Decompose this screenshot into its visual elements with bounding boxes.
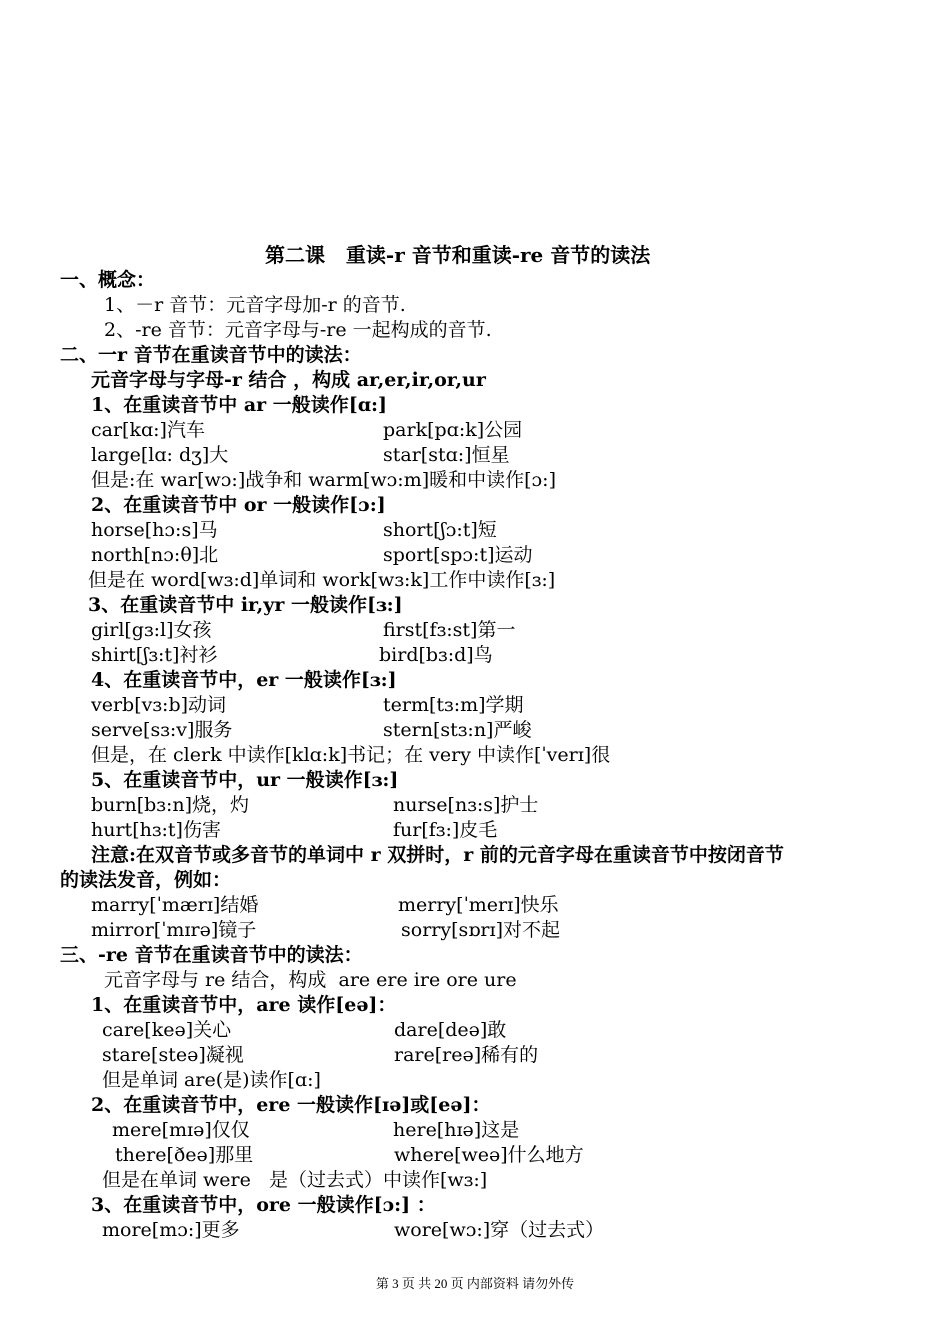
word-example: horse[hɔ:s]马	[91, 519, 218, 541]
concept-r-syllable: 1、－r 音节：元音字母加-r 的音节.	[104, 294, 406, 316]
word-example: stare[steə]凝视	[102, 1044, 244, 1066]
word-example: marry[ˈmærɪ]结婚	[91, 894, 259, 916]
word-example: verb[vɜ:b]动词	[91, 694, 227, 716]
word-example: first[fɜ:st]第一	[383, 619, 516, 641]
rule-ur-heading: 5、在重读音节中，ur 一般读作[ɜ:]	[91, 769, 399, 791]
word-example: north[nɔ:θ]北	[91, 544, 219, 566]
section-1-heading: 一、概念：	[60, 269, 156, 291]
word-example: girl[gɜ:l]女孩	[91, 619, 212, 641]
word-example: bird[bɜ:d]鸟	[379, 644, 493, 666]
section-2-heading: 二、一r 音节在重读音节中的读法：	[60, 344, 362, 366]
rule-ir-heading: 3、在重读音节中 ir,yr 一般读作[ɜ:]	[88, 594, 403, 616]
exception-note: 但是，在 clerk 中读作[klɑ:k]书记；在 very 中读作[ˈverɪ]很	[91, 744, 611, 766]
section-3-intro: 元音字母与 re 结合，构成 are ere ire ore ure	[104, 969, 517, 991]
word-example: care[keə]关心	[102, 1019, 232, 1041]
word-example: park[pɑ:k]公园	[383, 419, 523, 441]
word-example: here[hɪə]这是	[393, 1119, 520, 1141]
word-example: sorry[sɒrɪ]对不起	[401, 919, 560, 941]
word-example: car[kɑ:]汽车	[91, 419, 205, 441]
rule-are-heading: 1、在重读音节中，are 读作[eə]：	[91, 994, 397, 1016]
exception-note: 但是:在 war[wɔ:]战争和 warm[wɔ:m]暖和中读作[ɔ:]	[91, 469, 556, 491]
word-example: mirror[ˈmɪrə]镜子	[91, 919, 257, 941]
word-example: dare[deə]敢	[394, 1019, 507, 1041]
word-example: rare[reə]稀有的	[394, 1044, 539, 1066]
word-example: fur[fɜ:]皮毛	[393, 819, 498, 841]
exception-note: 但是单词 are(是)读作[ɑ:]	[102, 1069, 321, 1091]
lesson-title: 第二课 重读-r 音节和重读-re 音节的读法	[265, 243, 651, 267]
word-example: stern[stɜ:n]严峻	[383, 719, 532, 741]
rule-or-heading: 2、在重读音节中 or 一般读作[ɔ:]	[91, 494, 386, 516]
section-2-intro: 元音字母与字母-r 结合 ，构成 ar,er,ir,or,ur	[91, 369, 486, 391]
word-example: short[ʃɔ:t]短	[383, 519, 497, 541]
exception-note: 但是在单词 were 是（过去式）中读作[wɜ:]	[102, 1169, 488, 1191]
exception-note: 但是在 word[wɜ:d]单词和 work[wɜ:k]工作中读作[ɜ:]	[88, 569, 556, 591]
word-example: burn[bɜ:n]烧，灼	[91, 794, 250, 816]
word-example: large[lɑ: dʒ]大	[91, 444, 229, 466]
attention-note: 注意:在双音节或多音节的单词中 r 双拼时，r 前的元音字母在重读音节中按闭音节	[91, 844, 784, 866]
attention-note-continued: 的读法发音，例如：	[60, 869, 232, 891]
word-example: star[stɑ:]恒星	[383, 444, 510, 466]
word-example: where[weə]什么地方	[394, 1144, 584, 1166]
word-example: shirt[ʃɜ:t]衬衫	[91, 644, 218, 666]
word-example: sport[spɔ:t]运动	[383, 544, 533, 566]
word-example: nurse[nɜ:s]护士	[393, 794, 539, 816]
word-example: there[ðeə]那里	[115, 1144, 254, 1166]
word-example: serve[sɜ:v]服务	[91, 719, 233, 741]
rule-ar-heading: 1、在重读音节中 ar 一般读作[ɑ:]	[91, 394, 388, 416]
concept-re-syllable: 2、-re 音节：元音字母与-re 一起构成的音节.	[104, 319, 492, 341]
word-example: hurt[hɜ:t]伤害	[91, 819, 221, 841]
rule-ore-heading: 3、在重读音节中，ore 一般读作[ɔ:] ：	[91, 1194, 436, 1216]
word-example: merry[ˈmerɪ]快乐	[398, 894, 559, 916]
word-example: more[mɔ:]更多	[102, 1219, 240, 1241]
word-example: mere[mɪə]仅仅	[112, 1119, 250, 1141]
rule-ere-heading: 2、在重读音节中，ere 一般读作[ɪə]或[eə]：	[91, 1094, 491, 1116]
word-example: term[tɜ:m]学期	[383, 694, 524, 716]
section-3-heading: 三、-re 音节在重读音节中的读法：	[60, 944, 363, 966]
word-example: wore[wɔ:]穿（过去式）	[394, 1219, 605, 1241]
page-footer: 第 3 页 共 20 页 内部资料 请勿外传	[375, 1276, 575, 1291]
rule-er-heading: 4、在重读音节中，er 一般读作[ɜ:]	[91, 669, 397, 691]
